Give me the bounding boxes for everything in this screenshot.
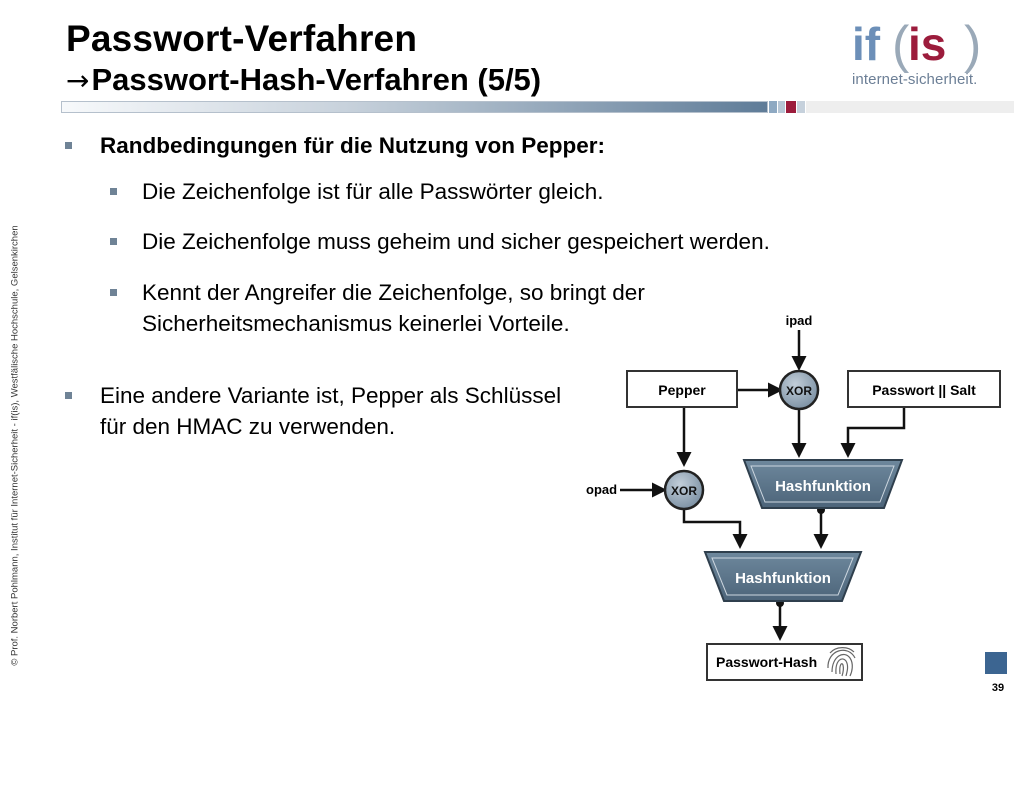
corner-square [985,652,1007,674]
xor-label-1: XOR [785,384,813,398]
pepper-label: Pepper [658,382,706,398]
bullet-square-icon [110,289,117,296]
bullet-square-icon [110,188,117,195]
passwort-hash-label: Passwort-Hash [716,654,818,670]
copyright-credit: © Prof. Norbert Pohlmann, Institut für Internet-Sicherheit - if(is), Westfälische Hochschule, Gelsenkirchen [9,225,21,666]
bullet-sub-2: Die Zeichenfolge muss geheim und sicher gespeichert werden. [142,226,770,257]
svg-text:is: is [908,18,947,70]
hashfunktion-1-label: Hashfunktion [775,478,871,495]
slide-title: Passwort-Verfahren [66,18,418,59]
bullet-square-icon [110,238,117,245]
logo-subtitle: internet-sicherheit. [852,71,978,88]
slide-subtitle-text: Passwort-Hash-Verfahren (5/5) [91,62,542,97]
arrow-pwsalt-to-hash1 [848,405,904,455]
opad-label: opad [586,482,618,497]
xor-label-2: XOR [670,484,698,498]
passwort-salt-label: Passwort || Salt [872,382,976,398]
arrow-xor2-to-hash2 [684,509,740,546]
bullet-sub-3: Kennt der Angreifer die Zeichenfolge, so bringt der Sicherheitsmechanismus keinerlei Vorteile. [142,277,742,339]
bullet-sub-1: Die Zeichenfolge ist für alle Passwörter gleich. [142,176,603,207]
hashfunktion-2-label: Hashfunktion [735,570,831,587]
svg-text:if: if [852,18,881,70]
bullet-main-1: Randbedingungen für die Nutzung von Pepper: [100,130,605,161]
page-number: 39 [991,682,1005,694]
bullet-main-2: Eine andere Variante ist, Pepper als Schlüssel für den HMAC zu verwenden. [100,380,580,442]
ipad-label: ipad [785,313,813,328]
arrow-right-icon: → [66,64,90,97]
hmac-pepper-diagram [580,310,1020,690]
title-divider-bar [61,101,1014,113]
bullet-square-icon [65,392,72,399]
slide-subtitle [66,62,541,98]
bullet-square-icon [65,142,72,149]
svg-text:(: ( [892,16,910,74]
svg-text:): ) [964,16,982,74]
